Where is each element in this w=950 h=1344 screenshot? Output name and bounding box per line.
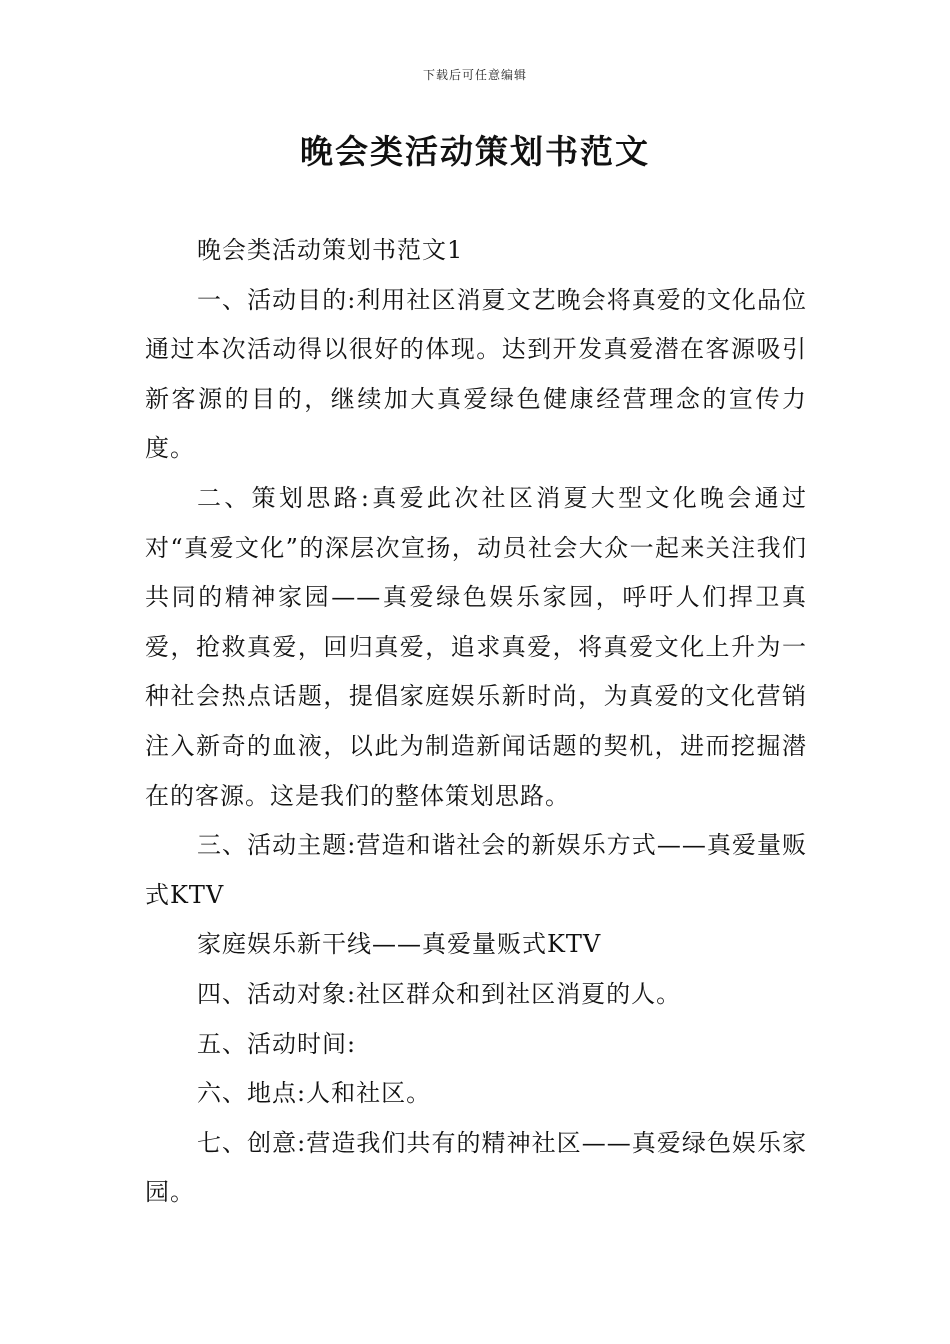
header-note: 下载后可任意编辑 [422, 68, 527, 82]
paragraph-planning-idea: 二、策划思路:真爱此次社区消夏大型文化晚会通过对“真爱文化”的深层次宣扬，动员社会大众一起来关注我们共同的精神家园——真爱绿色娱乐家园，呼吁人们捍卫真爱，抢救真爱，回归真爱，追求真爱，将真爱文化上升为一种社会热点话题，提倡家庭娱乐新时尚，为真爱的文化营销注入新奇的血液，以此为制造新闻话题的契机，进而挖掘潜在的客源。这是我们的整体策划思路。 [145, 483, 807, 810]
paragraph-audience: 四、活动对象:社区群众和到社区消夏的人。 [197, 979, 682, 1008]
paragraph-theme: 三、活动主题:营造和谐社会的新娱乐方式——真爱量贩式KTV [145, 831, 807, 909]
paragraph-creative: 七、创意:营造我们共有的精神社区——真爱绿色娱乐家园。 [145, 1128, 807, 1207]
paragraph-location: 六、地点:人和社区。 [197, 1079, 432, 1108]
document-title: 晚会类活动策划书范文 [300, 132, 650, 171]
paragraph-purpose: 一、活动目的:利用社区消夏文艺晚会将真爱的文化品位通过本次活动得以很好的体现。达到开发真爱潜在客源吸引新客源的目的，继续加大真爱绿色健康经营理念的宣传力度。 [145, 285, 807, 463]
paragraph-slogan: 家庭娱乐新干线——真爱量贩式KTV [197, 930, 602, 959]
paragraph-time: 五、活动时间: [197, 1029, 357, 1058]
section-heading: 晚会类活动策划书范文1 [197, 236, 464, 264]
document-body [145, 226, 807, 1218]
